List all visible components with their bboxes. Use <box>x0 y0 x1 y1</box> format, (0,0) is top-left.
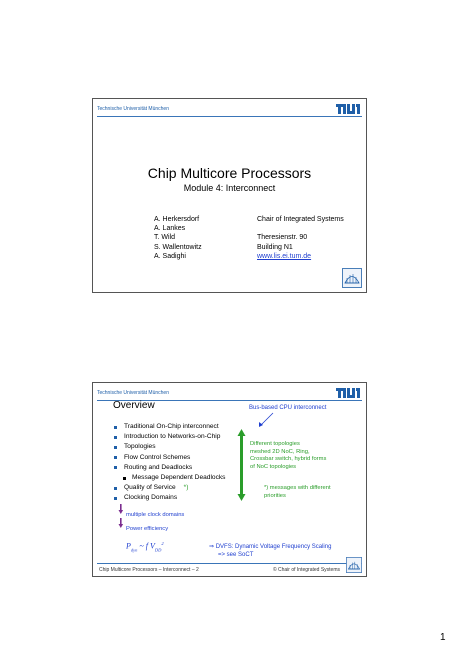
power-formula: $P_{dyn}$ ~ f $V_{DD}^2$ <box>126 541 164 553</box>
bus-arrow-head-icon <box>259 422 263 427</box>
power-efficiency-note: Power efficiency <box>126 526 169 532</box>
building-logo-icon <box>342 268 362 288</box>
author: A. Herkersdorf <box>154 216 200 223</box>
power-arrow-head-icon <box>119 524 124 528</box>
website-link[interactable]: www.lis.ei.tum.de <box>257 252 312 260</box>
author: T. Wild <box>154 234 175 242</box>
author: S. Wallentowitz <box>154 243 202 251</box>
arrow-down-icon <box>238 494 246 501</box>
topology-range-bar <box>240 435 243 495</box>
author: A. Lankes <box>154 225 186 233</box>
bus-arrow-line <box>261 413 273 425</box>
list-item: Routing and Deadlocks <box>113 463 225 473</box>
message-priority-note: *) messages with different priorities <box>264 485 331 499</box>
building-name: Building N1 <box>257 243 293 251</box>
slide-title: Overview <box>113 400 155 411</box>
list-item: Topologies <box>113 442 225 452</box>
university-name: Technische Universität München <box>97 390 169 396</box>
arrow-up-icon <box>238 429 246 436</box>
dvfs-note: ⇒ DVFS: Dynamic Voltage Frequency Scaling => see SoCT <box>209 544 332 558</box>
footer-rule <box>97 563 362 564</box>
list-item: Flow Control Schemes <box>113 453 225 463</box>
footer-copyright: © Chair of Integrated Systems <box>272 567 340 573</box>
list-item: Traditional On-Chip interconnect <box>113 422 225 432</box>
university-name: Technische Universität München <box>97 106 169 112</box>
qos-marker: *) <box>183 484 189 492</box>
tum-logo-icon <box>335 103 361 115</box>
chair-name: Chair of Integrated Systems <box>257 216 344 223</box>
presentation-title: Chip Multicore Processors <box>147 165 312 181</box>
title-slide <box>92 98 367 293</box>
list-item: Quality of Service *) <box>113 483 225 493</box>
footer-course: Chip Multicore Processors – Interconnect – 2 <box>99 567 199 573</box>
author: A. Sadighi <box>154 252 186 260</box>
power-arrow-line <box>120 518 122 524</box>
overview-slide <box>92 382 367 577</box>
presentation-subtitle: Module 4: Interconnect <box>183 183 276 193</box>
list-item: Introduction to Networks-on-Chip <box>113 432 225 442</box>
clock-arrow-line <box>120 504 122 510</box>
annotation-arrows <box>93 383 368 578</box>
topology-note: Different topologies meshed 2D NoC, Ring, Crossbar switch, hybrid forms of NoC topologies <box>250 441 327 470</box>
page-number: 1 <box>440 632 446 643</box>
contact-info <box>257 215 344 261</box>
list-item: Clocking Domains <box>113 493 225 503</box>
clock-arrow-head-icon <box>119 510 124 514</box>
list-subitem: Message Dependent Deadlocks <box>113 473 225 483</box>
header-rule <box>97 116 362 117</box>
building-logo-icon <box>346 557 362 573</box>
author-list <box>154 215 202 261</box>
street-address: Theresienstr. 90 <box>257 234 308 242</box>
clock-domains-note: multiple clock domains <box>126 512 185 518</box>
bus-note: Bus-based CPU interconnect <box>249 405 327 411</box>
